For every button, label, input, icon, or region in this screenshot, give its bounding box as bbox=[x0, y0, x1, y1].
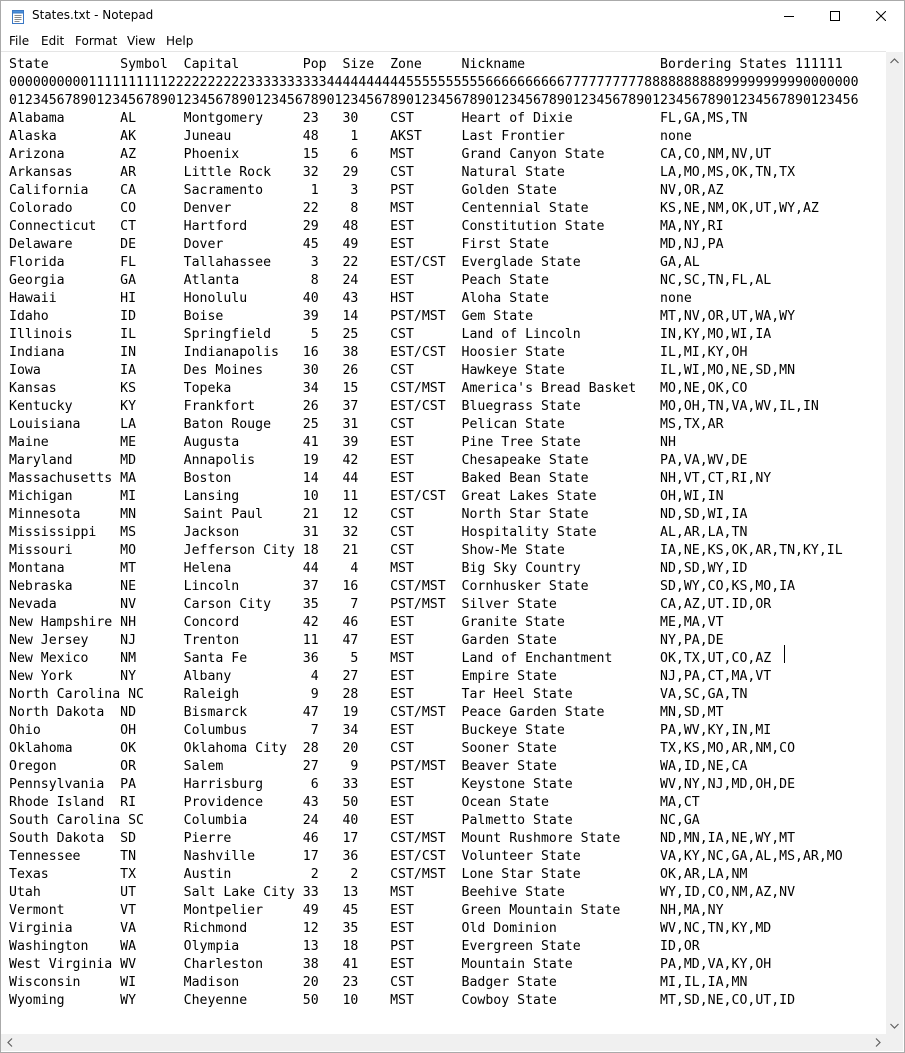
text-line: Hawaii HI Honolulu 40 43 HST Aloha State none bbox=[9, 291, 692, 306]
title-bar[interactable] bbox=[1, 1, 904, 31]
notepad-icon bbox=[10, 9, 26, 25]
document-text[interactable] bbox=[9, 56, 859, 1010]
vertical-scrollbar[interactable] bbox=[886, 52, 903, 1034]
scroll-down-button[interactable] bbox=[886, 1017, 903, 1034]
chevron-right-icon bbox=[875, 1038, 881, 1047]
text-line: Oregon OR Salem 27 9 PST/MST Beaver State WA,ID,NE,CA bbox=[9, 759, 748, 774]
text-line: Kansas KS Topeka 34 15 CST/MST America's Bread Basket MO,NE,OK,CO bbox=[9, 381, 748, 396]
menu-edit[interactable]: Edit bbox=[41, 34, 65, 48]
text-line: North Carolina NC Raleigh 9 28 EST Tar Heel State VA,SC,GA,TN bbox=[9, 687, 748, 702]
horizontal-scrollbar[interactable] bbox=[1, 1034, 886, 1051]
text-line: Maine ME Augusta 41 39 EST Pine Tree State NH bbox=[9, 435, 676, 450]
text-line: Utah UT Salt Lake City 33 13 MST Beehive State WY,ID,CO,NM,AZ,NV bbox=[9, 885, 796, 900]
text-line: Virginia VA Richmond 12 35 EST Old Dominion WV,NC,TN,KY,MD bbox=[9, 921, 772, 936]
text-line: Colorado CO Denver 22 8 MST Centennial State KS,NE,NM,OK,UT,WY,AZ bbox=[9, 201, 819, 216]
text-line: Illinois IL Springfield 5 25 CST Land of Lincoln IN,KY,MO,WI,IA bbox=[9, 327, 772, 342]
text-line: Oklahoma OK Oklahoma City 28 20 CST Sooner State TX,KS,MO,AR,NM,CO bbox=[9, 741, 796, 756]
text-line: Georgia GA Atlanta 8 24 EST Peach State NC,SC,TN,FL,AL bbox=[9, 273, 772, 288]
text-line: Nebraska NE Lincoln 37 16 CST/MST Cornhusker State SD,WY,CO,KS,MO,IA bbox=[9, 579, 796, 594]
text-line: Ohio OH Columbus 7 34 EST Buckeye State PA,WV,KY,IN,MI bbox=[9, 723, 772, 738]
close-button[interactable] bbox=[858, 1, 904, 31]
text-line: Kentucky KY Frankfort 26 37 EST/CST Bluegrass State MO,OH,TN,VA,WV,IL,IN bbox=[9, 399, 819, 414]
text-line: Wisconsin WI Madison 20 23 CST Badger State MI,IL,IA,MN bbox=[9, 975, 748, 990]
text-line: New York NY Albany 4 27 EST Empire State NJ,PA,CT,MA,VT bbox=[9, 669, 772, 684]
text-line: Nevada NV Carson City 35 7 PST/MST Silver State CA,AZ,UT.ID,OR bbox=[9, 597, 772, 612]
text-line: Massachusetts MA Boston 14 44 EST Baked Bean State NH,VT,CT,RI,NY bbox=[9, 471, 772, 486]
text-line: Missouri MO Jefferson City 18 21 CST Show-Me State IA,NE,KS,OK,AR,TN,KY,IL bbox=[9, 543, 843, 558]
chevron-down-icon bbox=[890, 1023, 899, 1029]
maximize-icon bbox=[830, 11, 840, 21]
text-editor[interactable] bbox=[1, 51, 886, 1035]
chevron-left-icon bbox=[7, 1038, 13, 1047]
menu-file[interactable]: File bbox=[9, 34, 30, 48]
text-line: Alabama AL Montgomery 23 30 CST Heart of Dixie FL,GA,MS,TN bbox=[9, 111, 748, 126]
menu-bar bbox=[1, 31, 904, 51]
text-line: State Symbol Capital Pop Size Zone Nickname Bordering States 111111 bbox=[9, 57, 843, 72]
menu-view[interactable]: View bbox=[127, 34, 156, 48]
scroll-right-button[interactable] bbox=[869, 1034, 886, 1051]
text-line: South Carolina SC Columbia 24 40 EST Palmetto State NC,GA bbox=[9, 813, 700, 828]
text-line: Pennsylvania PA Harrisburg 6 33 EST Keystone State WV,NY,NJ,MD,OH,DE bbox=[9, 777, 796, 792]
menu-help[interactable]: Help bbox=[166, 34, 194, 48]
text-line: Montana MT Helena 44 4 MST Big Sky Country ND,SD,WY,ID bbox=[9, 561, 748, 576]
text-line: Washington WA Olympia 13 18 PST Evergreen State ID,OR bbox=[9, 939, 700, 954]
text-caret bbox=[784, 645, 785, 663]
text-line: New Hampshire NH Concord 42 46 EST Granite State ME,MA,VT bbox=[9, 615, 724, 630]
text-line: Vermont VT Montpelier 49 45 EST Green Mountain State NH,MA,NY bbox=[9, 903, 724, 918]
text-line: Iowa IA Des Moines 30 26 CST Hawkeye State IL,WI,MO,NE,SD,MN bbox=[9, 363, 796, 378]
minimize-icon bbox=[784, 11, 794, 21]
scrollbar-corner bbox=[886, 1034, 903, 1051]
text-line: Minnesota MN Saint Paul 21 12 CST North Star State ND,SD,WI,IA bbox=[9, 507, 748, 522]
chevron-up-icon bbox=[890, 58, 899, 64]
scroll-up-button[interactable] bbox=[886, 52, 903, 69]
text-line: South Dakota SD Pierre 46 17 CST/MST Mount Rushmore State ND,MN,IA,NE,WY,MT bbox=[9, 831, 796, 846]
maximize-button[interactable] bbox=[812, 1, 858, 31]
minimize-button[interactable] bbox=[766, 1, 812, 31]
text-line: New Mexico NM Santa Fe 36 5 MST Land of Enchantment OK,TX,UT,CO,AZ bbox=[9, 651, 772, 666]
window-title: States.txt - Notepad bbox=[32, 8, 154, 22]
close-icon bbox=[876, 11, 886, 21]
text-line: 01234567890123456789012345678901234567890123456789012345678901234567890123456789012345678901234567890123456 bbox=[9, 93, 859, 108]
menu-format[interactable]: Format bbox=[75, 34, 118, 48]
text-line: Louisiana LA Baton Rouge 25 31 CST Pelican State MS,TX,AR bbox=[9, 417, 724, 432]
text-line: Rhode Island RI Providence 43 50 EST Ocean State MA,CT bbox=[9, 795, 700, 810]
text-line: Connecticut CT Hartford 29 48 EST Constitution State MA,NY,RI bbox=[9, 219, 724, 234]
text-line: Mississippi MS Jackson 31 32 CST Hospitality State AL,AR,LA,TN bbox=[9, 525, 748, 540]
text-line: Michigan MI Lansing 10 11 EST/CST Great Lakes State OH,WI,IN bbox=[9, 489, 724, 504]
text-line: Indiana IN Indianapolis 16 38 EST/CST Hoosier State IL,MI,KY,OH bbox=[9, 345, 748, 360]
text-line: Delaware DE Dover 45 49 EST First State MD,NJ,PA bbox=[9, 237, 724, 252]
text-line: Tennessee TN Nashville 17 36 EST/CST Volunteer State VA,KY,NC,GA,AL,MS,AR,MO bbox=[9, 849, 843, 864]
text-line: Alaska AK Juneau 48 1 AKST Last Frontier none bbox=[9, 129, 692, 144]
text-line: Maryland MD Annapolis 19 42 EST Chesapeake State PA,VA,WV,DE bbox=[9, 453, 748, 468]
text-line: Texas TX Austin 2 2 CST/MST Lone Star State OK,AR,LA,NM bbox=[9, 867, 748, 882]
text-line: 00000000001111111111222222222233333333334444444444555555555566666666667777777777888888888899999999990000000 bbox=[9, 75, 859, 90]
text-line: Arizona AZ Phoenix 15 6 MST Grand Canyon State CA,CO,NM,NV,UT bbox=[9, 147, 772, 162]
text-line: California CA Sacramento 1 3 PST Golden State NV,OR,AZ bbox=[9, 183, 724, 198]
text-line: Wyoming WY Cheyenne 50 10 MST Cowboy State MT,SD,NE,CO,UT,ID bbox=[9, 993, 796, 1008]
text-line: Arkansas AR Little Rock 32 29 CST Natural State LA,MO,MS,OK,TN,TX bbox=[9, 165, 796, 180]
text-line: West Virginia WV Charleston 38 41 EST Mountain State PA,MD,VA,KY,OH bbox=[9, 957, 772, 972]
text-line: New Jersey NJ Trenton 11 47 EST Garden State NY,PA,DE bbox=[9, 633, 724, 648]
scroll-left-button[interactable] bbox=[1, 1034, 18, 1051]
text-line: North Dakota ND Bismarck 47 19 CST/MST Peace Garden State MN,SD,MT bbox=[9, 705, 724, 720]
text-line: Idaho ID Boise 39 14 PST/MST Gem State MT,NV,OR,UT,WA,WY bbox=[9, 309, 796, 324]
text-line: Florida FL Tallahassee 3 22 EST/CST Everglade State GA,AL bbox=[9, 255, 700, 270]
